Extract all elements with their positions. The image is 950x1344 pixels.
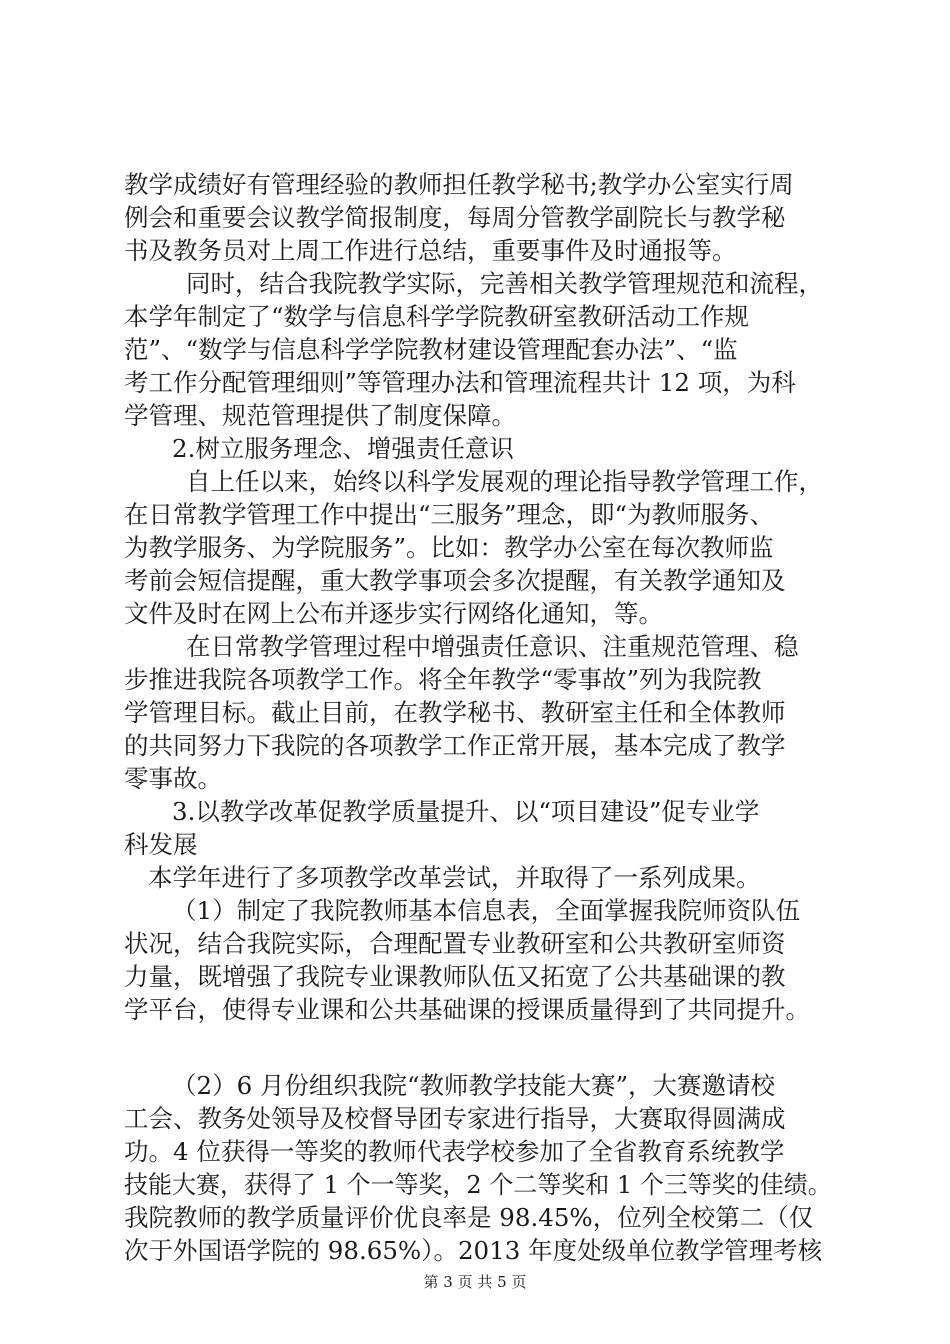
body-line: 为教学服务、为学院服务”。比如：教学办公室在每次教师监 <box>124 533 774 562</box>
section-heading: 科发展 <box>124 830 198 859</box>
body-line: 例会和重要会议教学简报制度，每周分管教学副院长与教学秘 <box>124 203 786 232</box>
body-line: 自上任以来，始终以科学发展观的理论指导教学管理工作， <box>186 467 823 496</box>
body-line: 的共同努力下我院的各项教学工作正常开展，基本完成了教学 <box>124 731 786 760</box>
body-line: 学平台，使得专业课和公共基础课的授课质量得到了共同提升。 <box>124 995 810 1024</box>
body-line: 本学年制定了“数学与信息科学学院教研室教研活动工作规 <box>124 302 750 331</box>
body-line: 范”、“数学与信息科学学院教材建设管理配套办法”、“监 <box>124 335 738 364</box>
body-line: （1）制定了我院教师基本信息表，全面掌握我院师资队伍 <box>172 896 801 925</box>
body-line: 工会、教务处领导及校督导团专家进行指导，大赛取得圆满成 <box>124 1104 786 1133</box>
body-line: 零事故。 <box>124 764 222 793</box>
body-line: 文件及时在网上公布并逐步实行网络化通知，等。 <box>124 599 663 628</box>
section-heading: 2.树立服务理念、增强责任意识 <box>172 434 514 463</box>
body-line: 在日常教学管理过程中增强责任意识、注重规范管理、稳 <box>186 632 799 661</box>
body-line: 步推进我院各项教学工作。将全年教学“零事故”列为我院教 <box>124 665 762 694</box>
body-line: 本学年进行了多项教学改革尝试，并取得了一系列成果。 <box>148 863 761 892</box>
body-line: 力量，既增强了我院专业课教师队伍又拓宽了公共基础课的教 <box>124 962 786 991</box>
body-line: 同时，结合我院教学实际，完善相关教学管理规范和流程， <box>186 269 823 298</box>
body-line: 我院教师的教学质量评价优良率是 98.45%，位列全校第二（仅 <box>124 1203 814 1232</box>
body-line: （2）6 月份组织我院“教师教学技能大赛”，大赛邀请校 <box>172 1071 776 1100</box>
body-line: 在日常教学管理工作中提出“三服务”理念，即“为教师服务、 <box>124 500 775 529</box>
body-line: 学管理、规范管理提供了制度保障。 <box>124 401 516 430</box>
section-heading: 3.以教学改革促教学质量提升、以“项目建设”促专业学 <box>172 797 760 826</box>
body-line: 功。4 位获得一等奖的教师代表学校参加了全省教育系统教学 <box>124 1137 785 1166</box>
body-line: 学管理目标。截止目前，在教学秘书、教研室主任和全体教师 <box>124 698 786 727</box>
body-line: 书及教务员对上周工作进行总结，重要事件及时通报等。 <box>124 236 737 265</box>
body-line: 状况，结合我院实际，合理配置专业教研室和公共教研室师资 <box>124 929 786 958</box>
body-line: 教学成绩好有管理经验的教师担任教学秘书;教学办公室实行周 <box>124 170 794 199</box>
body-line: 次于外国语学院的 98.65%）。2013 年度处级单位教学管理考核 <box>124 1236 823 1265</box>
body-line: 技能大赛，获得了 1 个一等奖，2 个二等奖和 1 个三等奖的佳绩。 <box>124 1170 832 1199</box>
page-number: 第 3 页 共 5 页 <box>423 1273 527 1291</box>
body-line: 考工作分配管理细则”等管理办法和管理流程共计 12 项，为科 <box>124 368 796 397</box>
body-line: 考前会短信提醒，重大教学事项会多次提醒，有关教学通知及 <box>124 566 786 595</box>
